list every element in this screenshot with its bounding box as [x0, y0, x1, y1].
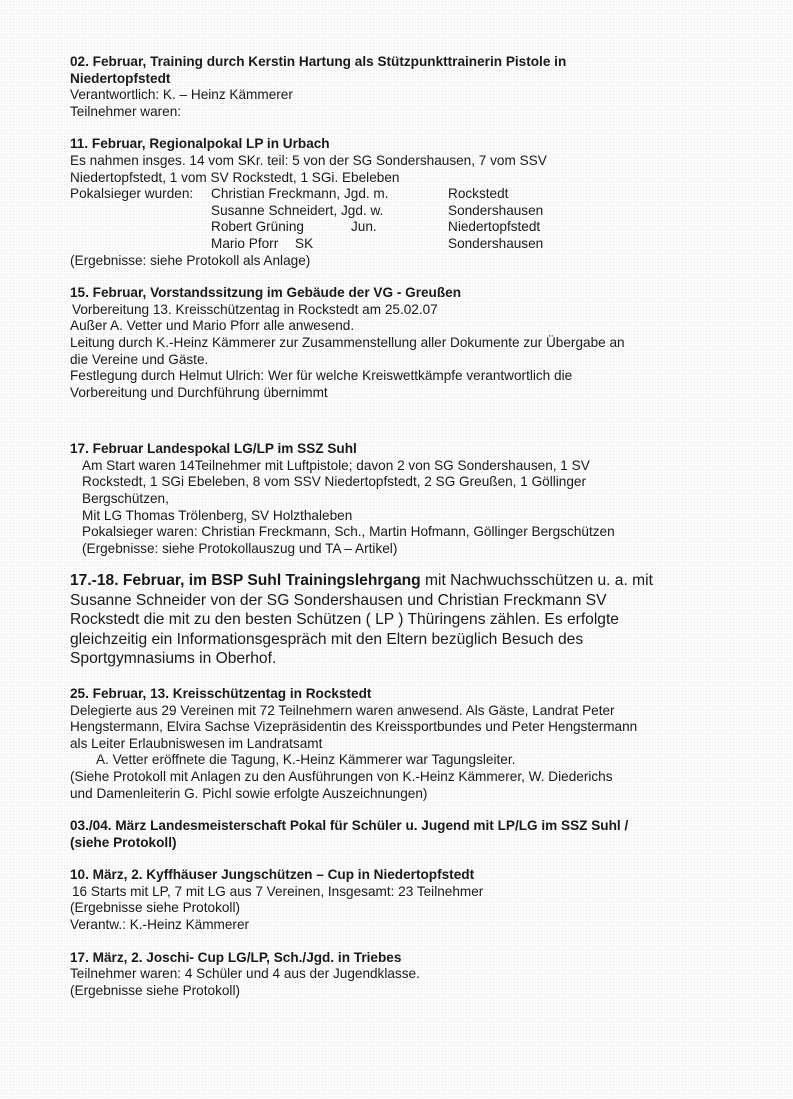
text-line: Rockstedt die mit zu den besten Schützen ( LP ) Thüringens zählen. Es erfolgte	[70, 611, 619, 629]
section-heading: 15. Februar, Vorstandssitzung im Gebäude der VG - Greußen	[70, 285, 462, 301]
text-line: Vorbereitung 13. Kreisschützentag in Rockstedt am 25.02.07	[72, 301, 438, 317]
winner-class: SK	[295, 235, 314, 251]
text-line: Am Start waren 14Teilnehmer mit Luftpistole; davon 2 von SG Sondershausen, 1 SV	[82, 457, 590, 473]
text-line: Mit LG Thomas Trölenberg, SV Holzthaleben	[82, 507, 353, 523]
section-heading: 17. März, 2. Joschi- Cup LG/LP, Sch./Jgd. in Triebes	[70, 949, 402, 965]
text-line-rest: mit Nachwuchsschützen u. a. mit	[420, 572, 653, 590]
winner-name: Susanne Schneidert, Jgd. w.	[211, 202, 384, 218]
text-line: A. Vetter eröffnete die Tagung, K.-Heinz Kämmerer war Tagungsleiter.	[96, 752, 516, 768]
winner-club: Niedertopfstedt	[448, 219, 541, 235]
section-heading: 25. Februar, 13. Kreisschützentag in Rockstedt	[70, 685, 372, 701]
text-line: Susanne Schneider von der SG Sondershausen und Christian Freckmann SV	[70, 591, 607, 609]
text-line: Rockstedt, 1 SGi Ebeleben, 8 vom SSV Niedertopfstedt, 2 SG Greußen, 1 Göllinger	[82, 474, 586, 490]
section-feb-17-18	[70, 571, 760, 669]
text-line: Pokalsieger waren: Christian Freckmann, Sch., Martin Hofmann, Göllinger Bergschützen	[82, 524, 615, 540]
text-line: Festlegung durch Helmut Ulrich: Wer für welche Kreiswettkämpfe verantwortlich die	[70, 368, 573, 384]
text-line: (Ergebnisse siehe Protokoll)	[70, 982, 241, 998]
winner-club: Sondershausen	[448, 235, 544, 251]
section-mar-03-04	[70, 818, 760, 851]
winner-club: Rockstedt	[448, 186, 509, 202]
section-heading: 02. Februar, Training durch Kerstin Hartung als Stützpunkttrainerin Pistole in	[70, 54, 567, 69]
section-mar-10	[70, 867, 760, 933]
section-heading: 17.-18. Februar, im BSP Suhl Trainingslehrgang	[70, 572, 421, 590]
text-line	[70, 571, 760, 591]
winner-name-cell	[211, 219, 448, 236]
document-page	[70, 54, 760, 999]
section-heading: 11. Februar, Regionalpokal LP in Urbach	[70, 136, 330, 152]
text-line: Verantwortlich: K. – Heinz Kämmerer	[70, 87, 293, 103]
winners-label: Pokalsieger wurden:	[70, 186, 194, 202]
winner-class: Jun.	[351, 219, 377, 235]
text-line: gleichzeitig ein Informationsgespräch mit den Eltern bezüglich Besuch des	[70, 630, 584, 648]
section-heading-cont: Niedertopfstedt	[70, 70, 171, 86]
text-line: Sportgymnasiums in Oberhof.	[70, 650, 277, 668]
text-line: Leitung durch K.-Heinz Kämmerer zur Zusammenstellung aller Dokumente zur Übergabe an	[70, 334, 625, 350]
text-line: (Ergebnisse siehe Protokoll)	[70, 900, 241, 916]
winner-name-cell	[211, 236, 448, 253]
text-line: Teilnehmer waren:	[70, 103, 182, 119]
text-line: Bergschützen,	[82, 491, 169, 507]
section-mar-17	[70, 950, 760, 1000]
text-line: Niedertopfstedt, 1 vom SV Rockstedt, 1 SGi. Ebeleben	[70, 169, 400, 185]
text-line: Vorbereitung und Durchführung übernimmt	[70, 384, 328, 400]
section-feb-25	[70, 686, 760, 802]
section-feb-02	[70, 54, 760, 120]
winner-name: Christian Freckmann, Jgd. m.	[211, 186, 389, 202]
section-heading: 03./04. März Landesmeisterschaft Pokal für Schüler u. Jugend mit LP/LG im SSZ Suhl /	[70, 818, 629, 834]
winners-table	[70, 186, 760, 252]
text-line: Hengstermann, Elvira Sachse Vizepräsidentin des Kreissportbundes und Peter Hengstermann	[70, 719, 638, 735]
winner-club: Sondershausen	[448, 202, 544, 218]
section-heading: 17. Februar Landespokal LG/LP im SSZ Suhl	[70, 441, 357, 457]
text-line: Verantw.: K.-Heinz Kämmerer	[70, 917, 250, 933]
text-line: Es nahmen insges. 14 vom SKr. teil: 5 von der SG Sondershausen, 7 vom SSV	[70, 152, 547, 168]
section-feb-11	[70, 136, 760, 269]
text-line: als Leiter Erlaubniswesen im Landratsamt	[70, 735, 323, 751]
section-heading-cont: (siehe Protokoll)	[70, 834, 177, 850]
text-line: (Ergebnisse: siehe Protokollauszug und TA – Artikel)	[82, 540, 398, 556]
section-feb-17	[70, 441, 760, 557]
text-line: (Ergebnisse: siehe Protokoll als Anlage)	[70, 252, 311, 268]
text-line: (Siehe Protokoll mit Anlagen zu den Ausführungen von K.-Heinz Kämmerer, W. Diederichs	[70, 768, 613, 784]
section-feb-15	[70, 285, 760, 401]
winner-name: Mario Pforr	[211, 235, 279, 251]
text-line: und Damenleiterin G. Pichl sowie erfolgte Auszeichnungen)	[70, 785, 428, 801]
section-heading: 10. März, 2. Kyffhäuser Jungschützen – Cup in Niedertopfstedt	[70, 867, 475, 883]
text-line: Außer A. Vetter und Mario Pforr alle anwesend.	[70, 318, 355, 334]
winner-name: Robert Grüning	[211, 219, 304, 235]
text-line: Teilnehmer waren: 4 Schüler und 4 aus der Jugendklasse.	[70, 966, 420, 982]
text-line: Delegierte aus 29 Vereinen mit 72 Teilnehmern waren anwesend. Als Gäste, Landrat Peter	[70, 702, 615, 718]
text-line: die Vereine und Gäste.	[70, 351, 209, 367]
text-line: 16 Starts mit LP, 7 mit LG aus 7 Vereinen, Insgesamt: 23 Teilnehmer	[72, 883, 484, 899]
